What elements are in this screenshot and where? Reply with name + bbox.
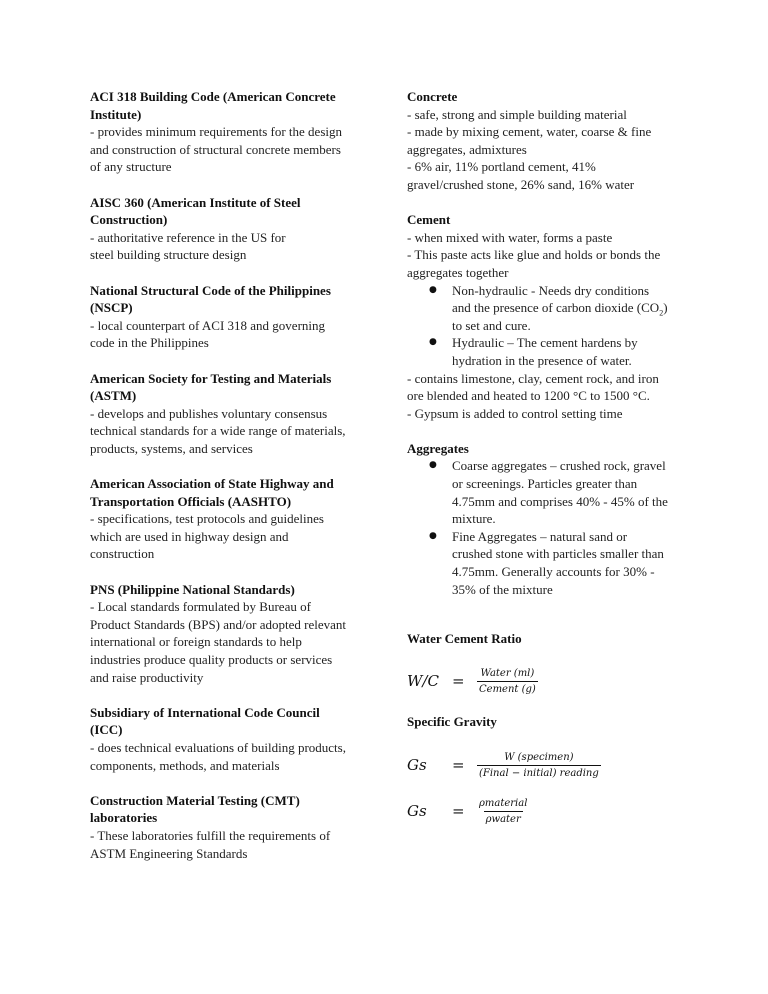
standard-section	[90, 370, 365, 458]
standard-body-line: Product Standards (BPS) and/or adopted relevant	[90, 616, 346, 632]
standard-body-line: code in the Philippines	[90, 335, 209, 351]
standard-body-line: - does technical evaluations of building products,	[90, 739, 346, 755]
concrete-heading: Concrete	[407, 89, 458, 104]
bullet-line: ● Fine Aggregates – natural sand or	[452, 528, 628, 544]
concrete-line: - safe, strong and simple building material	[407, 106, 627, 122]
concrete-line: gravel/crushed stone, 26% sand, 16% water	[407, 176, 635, 192]
standard-heading-line: Transportation Officials (AASHTO)	[90, 493, 292, 509]
bullet-line: ● Non-hydraulic - Needs dry conditions	[452, 282, 650, 298]
bullet-line: hydration in the presence of water.	[452, 352, 632, 368]
standard-heading-line: (ASTM)	[90, 388, 137, 404]
standard-body-line: products, systems, and services	[90, 440, 253, 456]
aggregates-heading: Aggregates	[407, 440, 469, 456]
standard-section	[90, 282, 365, 352]
standard-heading-line: American Society for Testing and Materials	[90, 370, 332, 386]
bullet-line: ● Hydraulic – The cement hardens by	[452, 335, 638, 351]
standard-heading-line: Construction Material Testing (CMT)	[90, 792, 300, 808]
cement-heading: Cement	[407, 212, 451, 228]
standard-section	[90, 194, 365, 264]
sg1-denominator: (Final − initial) reading	[477, 765, 601, 780]
standard-body-line: international or foreign standards to help	[90, 634, 302, 650]
concrete-line: aggregates, admixtures	[407, 141, 527, 157]
aggregates-bullet-coarse	[452, 457, 687, 527]
wcr-numerator: Water (ml)	[480, 668, 535, 679]
right-column	[407, 88, 687, 616]
wcr-fraction	[477, 667, 538, 696]
standard-body-line: ASTM Engineering Standards	[90, 845, 248, 861]
standard-heading-line: laboratories	[90, 810, 158, 826]
bullet-line: to set and cure.	[452, 317, 531, 333]
aggregates-bullet-list	[407, 457, 687, 598]
concrete-body	[407, 106, 687, 194]
standard-body-line: and construction of structural concrete members	[90, 141, 341, 157]
concrete-section	[407, 88, 687, 194]
bullet-line: ● Coarse aggregates – crushed rock, gravel	[452, 458, 666, 474]
sg-heading: Specific Gravity	[407, 714, 497, 729]
wcr-denominator: Cement (g)	[477, 681, 538, 696]
bullet-line: 35% of the mixture	[452, 581, 553, 597]
sg1-equals: =	[452, 755, 465, 774]
sg-equation-1	[407, 751, 601, 780]
standard-heading-line: American Association of State Highway and	[90, 476, 334, 492]
aggregates-section	[407, 440, 687, 598]
standard-heading-line: (NSCP)	[90, 300, 133, 316]
bullet-line: 4.75mm and comprises 40% - 45% of the	[452, 493, 668, 509]
standard-heading-line: (ICC)	[90, 722, 123, 738]
sg2-lhs: Gs	[407, 801, 427, 820]
standard-section	[90, 88, 365, 176]
sg1-fraction	[477, 751, 601, 780]
aggregates-bullet-fine	[452, 528, 687, 598]
standard-body-line: steel building structure design	[90, 247, 247, 263]
standard-section	[90, 704, 365, 774]
standard-heading-line: ACI 318 Building Code (American Concrete	[90, 89, 336, 104]
cement-line: - contains limestone, clay, cement rock, and iron	[407, 370, 659, 386]
standard-body-line: - develops and publishes voluntary consensus	[90, 405, 328, 421]
concrete-line: - 6% air, 11% portland cement, 41%	[407, 159, 596, 175]
wcr-lhs: W/C	[407, 671, 439, 690]
bullet-line: crushed stone with particles smaller than	[452, 546, 664, 562]
bullet-line: or screenings. Particles greater than	[452, 476, 638, 492]
standard-body-line: which are used in highway design and	[90, 528, 289, 544]
sg2-numerator: ρmaterial	[479, 798, 528, 809]
standard-body-line: - authoritative reference in the US for	[90, 229, 286, 245]
sg2-equals: =	[452, 801, 465, 820]
cement-bullet-hydraulic	[452, 334, 687, 369]
cement-bullet-nonhydraulic	[452, 282, 687, 335]
cement-section	[407, 211, 687, 422]
sg1-numerator: W (specimen)	[504, 752, 574, 763]
bullet-line: mixture.	[452, 511, 496, 527]
wcr-equation	[407, 667, 538, 696]
bullet-line: and the presence of carbon dioxide $(CO_2)$	[452, 300, 668, 318]
standard-heading-line: National Structural Code of the Philippines	[90, 282, 331, 298]
standard-heading-line: Construction)	[90, 212, 168, 228]
standard-body-line: construction	[90, 546, 155, 562]
sg1-lhs: Gs	[407, 755, 427, 774]
standard-body-line: components, methods, and materials	[90, 757, 280, 773]
standard-section	[90, 581, 365, 687]
standard-body-line: - Local standards formulated by Bureau of	[90, 599, 311, 615]
standard-heading-line: AISC 360 (American Institute of Steel	[90, 194, 301, 210]
standard-body-line: - local counterpart of ACI 318 and governing	[90, 317, 326, 333]
standard-body-line: and raise productivity	[90, 669, 204, 685]
wcr-heading: Water Cement Ratio	[407, 631, 522, 646]
standard-body-line: - These laboratories fulfill the requirements of	[90, 827, 331, 843]
cement-bullet-list	[407, 282, 687, 370]
sg2-denominator: ρwater	[484, 811, 523, 826]
bullet-line: 4.75mm. Generally accounts for 30% -	[452, 564, 655, 580]
cement-line: - when mixed with water, forms a paste	[407, 229, 613, 245]
sg-equation-2	[407, 797, 529, 826]
standard-heading-line: Institute)	[90, 106, 142, 122]
concrete-line: - made by mixing cement, water, coarse & fine	[407, 124, 652, 140]
left-column	[90, 88, 365, 880]
standard-body-line: - provides minimum requirements for the design	[90, 124, 343, 140]
standard-heading-line: Subsidiary of International Code Council	[90, 704, 320, 720]
sg2-fraction	[477, 797, 529, 826]
cement-line: ore blended and heated to 1200 °C to 1500 °C.	[407, 388, 650, 404]
standard-section	[90, 792, 365, 862]
standard-body-line: of any structure	[90, 159, 172, 175]
standard-heading-line: PNS (Philippine National Standards)	[90, 581, 295, 597]
standard-body-line: - specifications, test protocols and guidelines	[90, 511, 324, 527]
wcr-equals: =	[452, 671, 465, 690]
standard-body-line: technical standards for a wide range of materials,	[90, 423, 346, 439]
cement-line: - Gypsum is added to control setting time	[407, 405, 623, 421]
cement-line: - This paste acts like glue and holds or bonds the	[407, 247, 661, 263]
standard-body-line: industries produce quality products or services	[90, 652, 333, 667]
standard-section	[90, 475, 365, 563]
cement-line: aggregates together	[407, 264, 509, 280]
